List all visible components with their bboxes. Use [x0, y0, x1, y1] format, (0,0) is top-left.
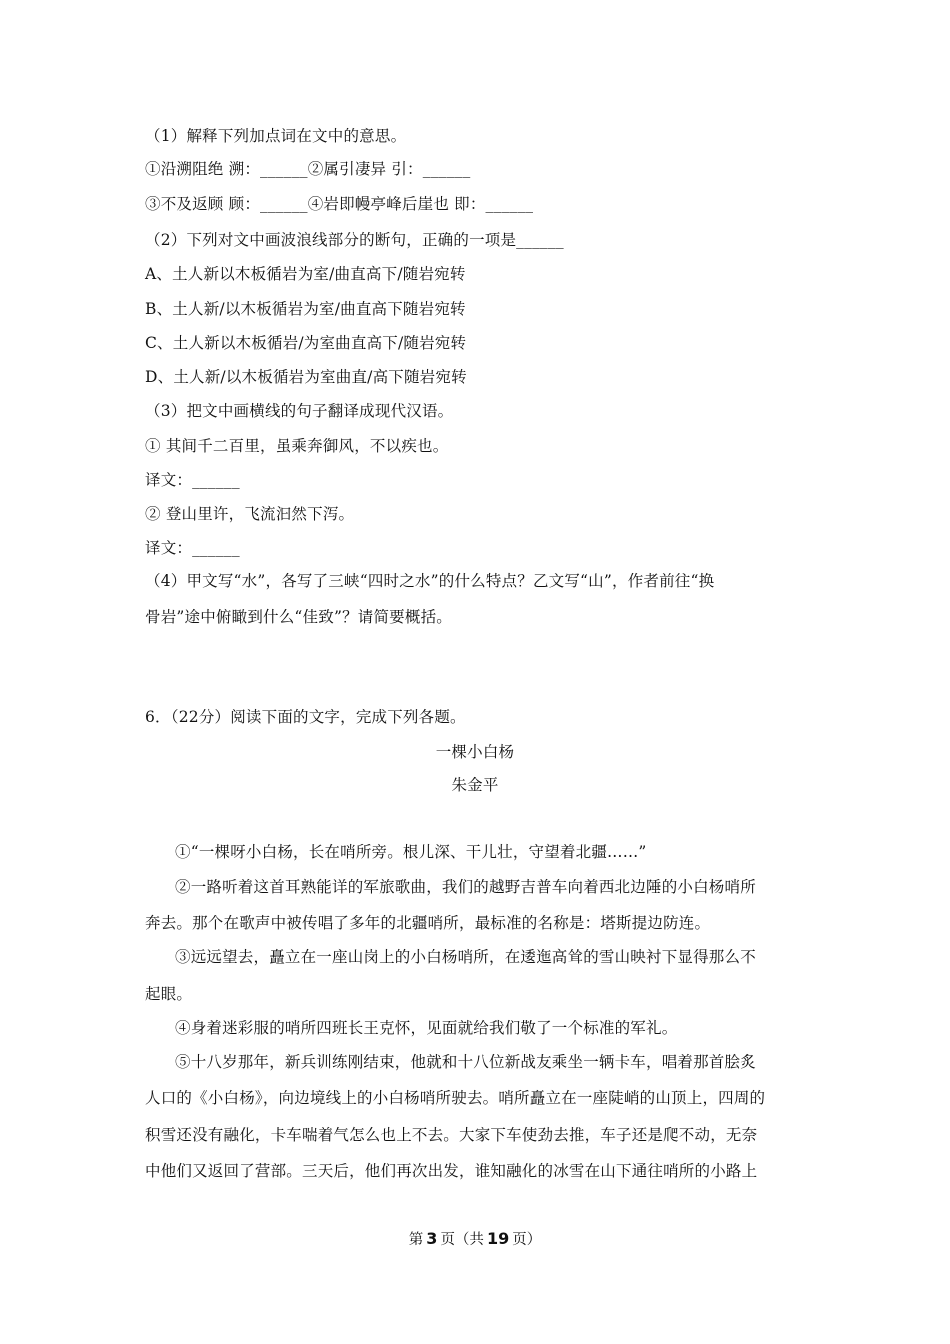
paragraph-3-line-1: ③远远望去，矗立在一座山岗上的小白杨哨所，在逶迤高耸的雪山映衬下显得那么不	[175, 948, 756, 966]
page-number: 3	[426, 1229, 438, 1248]
paragraph-1: ①“一棵呀小白杨，长在哨所旁。根儿深、干儿壮，守望着北疆……”	[175, 843, 647, 861]
question-1-items-b: ③不及返顾 顾：______④岩即幔亭峰后崖也 即：______	[145, 195, 534, 213]
footer-prefix: 第	[408, 1232, 424, 1248]
paragraph-2-line-2: 奔去。那个在歌声中被传唱了多年的北疆哨所，最标准的名称是：塔斯提边防连。	[145, 914, 711, 932]
question-2-heading: （2）下列对文中画波浪线部分的断句，正确的一项是______	[145, 231, 564, 249]
paragraph-2-line-1: ②一路听着这首耳熟能详的军旅歌曲，我们的越野吉普车向着西北边陲的小白杨哨所	[175, 878, 756, 896]
translation-1: 译文：______	[145, 471, 240, 489]
option-b: B、土人新/以木板循岩为室/曲直高下随岩宛转	[145, 300, 466, 318]
option-d: D、土人新/以木板循岩为室曲直/高下随岩宛转	[145, 368, 467, 386]
article-author: 朱金平	[451, 776, 499, 794]
question-4-line-1: （4）甲文写“水”，各写了三峡“四时之水”的什么特点？乙文写“山”，作者前往“换	[145, 572, 715, 590]
sentence-2: ② 登山里许，飞流汩然下泻。	[145, 505, 355, 523]
paragraph-3-line-2: 起眼。	[145, 985, 193, 1003]
paragraph-5-line-2: 人口的《小白杨》，向边境线上的小白杨哨所驶去。哨所矗立在一座陡峭的山顶上，四周的	[145, 1089, 766, 1107]
total-pages: 19	[486, 1229, 510, 1248]
paragraph-4: ④身着迷彩服的哨所四班长王克怀，见面就给我们敬了一个标准的军礼。	[175, 1019, 678, 1037]
paragraph-5-line-4: 中他们又返回了营部。三天后，他们再次出发，谁知融化的冰雪在山下通往哨所的小路上	[145, 1162, 758, 1180]
question-1-heading: （1）解释下列加点词在文中的意思。	[145, 127, 407, 145]
footer-suffix: 页）	[512, 1232, 542, 1248]
paragraph-5-line-1: ⑤十八岁那年，新兵训练刚结束，他就和十八位新战友乘坐一辆卡车，唱着那首脍炙	[175, 1053, 756, 1071]
question-6-heading: 6．（22分）阅读下面的文字，完成下列各题。	[145, 708, 466, 726]
sentence-1: ① 其间千二百里，虽乘奔御风，不以疾也。	[145, 437, 449, 455]
question-3-heading: （3）把文中画横线的句子翻译成现代汉语。	[145, 402, 454, 420]
paragraph-5-line-3: 积雪还没有融化，卡车喘着气怎么也上不去。大家下车使劲去推，车子还是爬不动，无奈	[145, 1126, 758, 1144]
footer-middle: 页（共	[440, 1232, 484, 1248]
page-footer	[0, 1229, 950, 1250]
option-c: C、土人新以木板循岩/为室曲直高下/随岩宛转	[145, 334, 467, 352]
translation-2: 译文：______	[145, 539, 240, 557]
article-title: 一棵小白杨	[435, 743, 515, 761]
option-a: A、土人新以木板循岩为室/曲直高下/随岩宛转	[145, 265, 466, 283]
question-4-line-2: 骨岩”途中俯瞰到什么“佳致”？请简要概括。	[145, 608, 452, 626]
question-1-items-a: ①沿溯阻绝 溯：______②属引凄异 引：______	[145, 160, 471, 178]
